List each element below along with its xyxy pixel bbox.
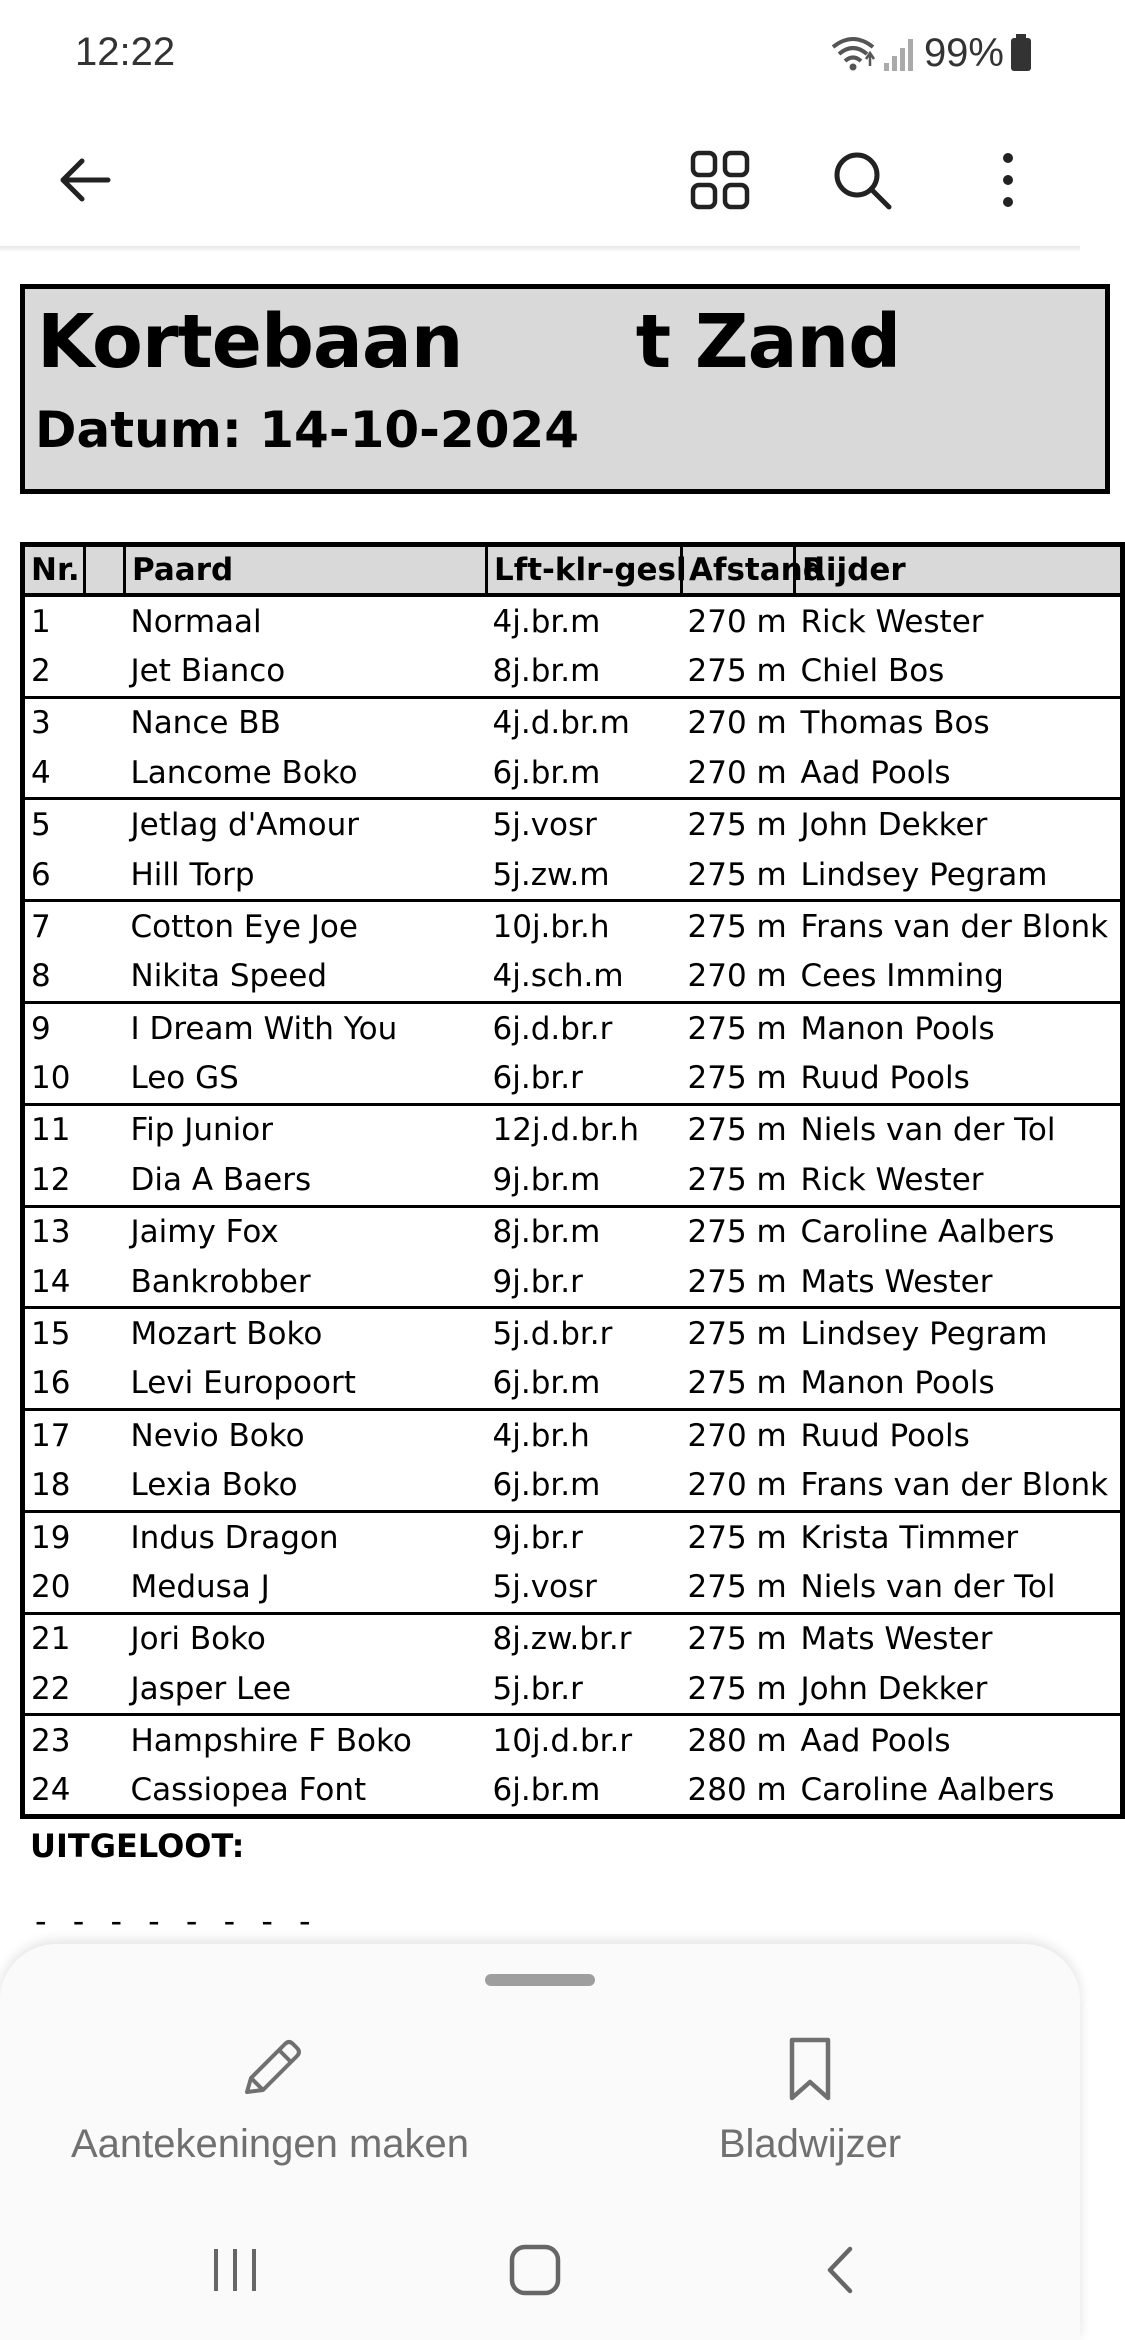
cell-rijder: Niels van der Tol (800, 1569, 1056, 1605)
cell-nr: 20 (31, 1569, 71, 1605)
cell-nr: 7 (31, 908, 51, 945)
cell-rijder: John Dekker (800, 1670, 988, 1707)
cell-blank (85, 697, 125, 748)
cell-lft-klr-gesl: 4j.br.m (492, 603, 601, 640)
document-date: Datum: 14-10-2024 (35, 401, 580, 459)
cell-lft-klr-gesl: 8j.br.m (492, 652, 601, 689)
header-blank (85, 545, 125, 596)
header-afstand: Afstand (682, 545, 795, 596)
table-row (23, 1562, 1123, 1613)
cell-nr: 13 (31, 1214, 71, 1251)
cell-lft-klr-gesl: 10j.br.h (492, 908, 610, 945)
cell-lft-klr-gesl: 5j.vosr (492, 807, 597, 844)
cell-afstand: 275 m (687, 1010, 787, 1047)
table-row (23, 1613, 1123, 1664)
cell-blank (85, 901, 125, 952)
cell-afstand: 275 m (687, 1263, 787, 1300)
search-icon[interactable] (812, 130, 912, 230)
cell-paard: Levi Europoort (130, 1365, 356, 1402)
cell-rijder: Aad Pools (800, 1723, 951, 1760)
cell-lft-klr-gesl: 5j.zw.m (492, 856, 610, 893)
notes-button[interactable] (70, 2034, 470, 2167)
cell-lft-klr-gesl: 8j.br.m (492, 1214, 601, 1251)
status-icons (830, 28, 1032, 78)
cell-lft-klr-gesl: 10j.d.br.r (492, 1723, 633, 1760)
table-row (23, 1155, 1123, 1206)
header-rijder: Rijder (802, 552, 906, 589)
document-title: Kortebaan t Zand (37, 299, 901, 385)
entries-table (20, 542, 1125, 1819)
cell-blank (85, 646, 125, 697)
grid-view-icon[interactable] (670, 130, 770, 230)
cell-afstand: 275 m (687, 1112, 787, 1149)
cell-afstand: 270 m (687, 705, 787, 742)
cell-blank (85, 748, 125, 799)
cell-nr: 22 (31, 1670, 71, 1707)
cell-lft-klr-gesl: 5j.d.br.r (492, 1316, 613, 1353)
navigation-bar (0, 2200, 1080, 2340)
table-row (23, 901, 1123, 952)
cell-afstand: 270 m (687, 958, 787, 995)
cell-blank (85, 1461, 125, 1512)
cell-afstand: 270 m (687, 754, 787, 791)
cell-paard: Hampshire F Boko (130, 1723, 412, 1760)
cell-afstand: 275 m (687, 807, 787, 844)
cell-blank (85, 1257, 125, 1308)
cell-nr: 11 (31, 1112, 71, 1149)
cell-paard: I Dream With You (130, 1010, 398, 1047)
battery-percentage: 99% (923, 30, 1004, 75)
cell-paard: Indus Dragon (130, 1519, 339, 1556)
cell-rijder: Manon Pools (800, 1010, 995, 1047)
back-icon[interactable] (780, 2230, 900, 2310)
cell-afstand: 275 m (687, 1161, 787, 1198)
cell-blank (85, 1206, 125, 1257)
cell-afstand: 270 m (687, 1417, 787, 1454)
table-row (23, 1766, 1123, 1817)
cell-rijder: Manon Pools (800, 1365, 995, 1402)
cell-rijder: Krista Timmer (800, 1519, 1019, 1556)
cell-lft-klr-gesl: 12j.d.br.h (492, 1112, 640, 1149)
cell-afstand: 275 m (687, 1621, 787, 1658)
back-arrow-icon[interactable] (34, 130, 134, 230)
table-row (23, 850, 1123, 901)
cell-paard: Mozart Boko (130, 1316, 323, 1353)
cell-lft-klr-gesl: 6j.br.m (492, 1365, 601, 1402)
cell-blank (85, 1766, 125, 1817)
cell-blank (85, 1003, 125, 1054)
cell-blank (85, 1715, 125, 1766)
cell-afstand: 275 m (687, 1569, 787, 1605)
app-bar (0, 110, 1080, 250)
more-options-icon[interactable] (958, 130, 1058, 230)
cell-paard: Dia A Baers (130, 1161, 312, 1198)
cell-nr: 21 (31, 1621, 71, 1658)
cell-paard: Normaal (130, 603, 262, 640)
cell-paard: Jaimy Fox (130, 1214, 279, 1251)
table-row (23, 1206, 1123, 1257)
cell-rijder: Frans van der Blonk (800, 908, 1109, 945)
cell-afstand: 275 m (687, 1670, 787, 1707)
cell-afstand: 275 m (687, 652, 787, 689)
header-paard: Paard (125, 545, 487, 596)
cell-nr: 1 (31, 603, 51, 640)
uitgeloot-dashes: - - - - - - - - (35, 1902, 319, 1940)
bookmark-label: Bladwijzer (718, 2122, 902, 2166)
cell-rijder: Chiel Bos (800, 652, 945, 689)
cell-nr: 2 (31, 652, 51, 689)
cell-rijder: Aad Pools (800, 754, 951, 791)
cell-rijder: Caroline Aalbers (800, 1214, 1055, 1251)
cell-blank (85, 1410, 125, 1461)
cell-lft-klr-gesl: 8j.zw.br.r (492, 1621, 632, 1658)
cell-paard: Nance BB (130, 705, 281, 742)
table-row (23, 1461, 1123, 1512)
cell-afstand: 280 m (687, 1772, 787, 1809)
cell-afstand: 275 m (687, 856, 787, 893)
table-row (23, 799, 1123, 850)
cell-afstand: 275 m (687, 1060, 787, 1097)
cell-blank (85, 1308, 125, 1359)
cell-lft-klr-gesl: 9j.br.m (492, 1161, 601, 1198)
cell-paard: Medusa J (130, 1569, 270, 1605)
cell-rijder: Niels van der Tol (800, 1112, 1056, 1149)
cell-rijder: John Dekker (800, 807, 988, 844)
cell-blank (85, 799, 125, 850)
cell-blank (85, 595, 125, 646)
cell-lft-klr-gesl: 6j.br.m (492, 1772, 601, 1809)
cell-lft-klr-gesl: 6j.d.br.r (492, 1010, 613, 1047)
status-time: 12:22 (75, 30, 176, 74)
cell-blank (85, 1104, 125, 1155)
cell-rijder: Mats Wester (800, 1263, 993, 1300)
cell-paard: Bankrobber (130, 1263, 311, 1300)
cell-afstand: 270 m (687, 603, 787, 640)
cell-nr: 24 (31, 1772, 71, 1809)
table-row (23, 1257, 1123, 1308)
header-lft-klr-gesl: Lft-klr-gesl (487, 545, 682, 596)
uitgeloot-label: UITGELOOT: (30, 1827, 245, 1865)
cell-paard: Leo GS (130, 1060, 239, 1097)
table-row (23, 697, 1123, 748)
cell-paard: Nevio Boko (130, 1417, 305, 1454)
cell-rijder: Ruud Pools (800, 1417, 970, 1454)
cell-nr: 3 (31, 705, 51, 742)
cell-rijder: Thomas Bos (800, 705, 990, 742)
cell-afstand: 275 m (687, 1316, 787, 1353)
cell-nr: 6 (31, 856, 51, 893)
sheet-drag-handle[interactable] (485, 1974, 595, 1986)
bookmark-icon (780, 2034, 840, 2104)
table-row (23, 1053, 1123, 1104)
table-row (23, 1003, 1123, 1054)
home-icon[interactable] (475, 2230, 595, 2310)
signal-icon (882, 33, 918, 73)
table-body (23, 595, 1123, 1816)
cell-lft-klr-gesl: 4j.d.br.m (492, 705, 630, 742)
cell-afstand: 275 m (687, 1519, 787, 1556)
cell-blank (85, 1359, 125, 1410)
cell-paard: Jori Boko (130, 1621, 266, 1658)
cell-paard: Hill Torp (130, 856, 255, 893)
wifi-icon (830, 33, 876, 73)
cell-nr: 14 (31, 1263, 71, 1300)
cell-nr: 19 (31, 1519, 71, 1556)
cell-rijder: Rick Wester (800, 1161, 984, 1198)
cell-blank (85, 1053, 125, 1104)
cell-nr: 4 (31, 754, 51, 791)
table-row (23, 1511, 1123, 1562)
cell-paard: Cotton Eye Joe (130, 908, 358, 945)
table-header-row (23, 545, 1123, 596)
cell-rijder: Frans van der Blonk (800, 1467, 1109, 1504)
cell-nr: 15 (31, 1316, 71, 1353)
cell-rijder: Caroline Aalbers (800, 1772, 1055, 1809)
cell-rijder: Lindsey Pegram (800, 1316, 1048, 1353)
cell-nr: 10 (31, 1060, 71, 1097)
table-row (23, 646, 1123, 697)
recent-apps-icon[interactable] (175, 2230, 295, 2310)
cell-afstand: 275 m (687, 908, 787, 945)
document-page[interactable] (0, 252, 1109, 1952)
cell-afstand: 275 m (687, 1365, 787, 1402)
cell-lft-klr-gesl: 6j.br.m (492, 754, 601, 791)
cell-paard: Nikita Speed (130, 958, 328, 995)
cell-lft-klr-gesl: 4j.sch.m (492, 958, 624, 995)
cell-blank (85, 1664, 125, 1715)
table-row (23, 1104, 1123, 1155)
cell-blank (85, 1562, 125, 1613)
cell-afstand: 270 m (687, 1467, 787, 1504)
cell-afstand: 275 m (687, 1214, 787, 1251)
cell-blank (85, 850, 125, 901)
cell-nr: 9 (31, 1010, 51, 1047)
cell-blank (85, 1511, 125, 1562)
header-nr: Nr. (23, 545, 85, 596)
cell-nr: 12 (31, 1161, 71, 1198)
cell-paard: Jasper Lee (130, 1670, 292, 1707)
cell-rijder: Lindsey Pegram (800, 856, 1048, 893)
table-row (23, 1308, 1123, 1359)
cell-nr: 8 (31, 958, 51, 995)
table-row (23, 1359, 1123, 1410)
notes-label: Aantekeningen maken (70, 2122, 470, 2166)
table-row (23, 1664, 1123, 1715)
status-bar (0, 0, 1080, 110)
cell-lft-klr-gesl: 5j.vosr (492, 1569, 597, 1605)
cell-blank (85, 1155, 125, 1206)
cell-nr: 5 (31, 807, 51, 844)
bookmark-button[interactable] (660, 2034, 960, 2167)
table-row (23, 595, 1123, 646)
cell-lft-klr-gesl: 9j.br.r (492, 1263, 583, 1300)
title-box (20, 284, 1110, 494)
table-row (23, 748, 1123, 799)
cell-nr: 16 (31, 1365, 71, 1402)
pencil-icon (235, 2034, 305, 2104)
cell-rijder: Rick Wester (800, 603, 984, 640)
cell-lft-klr-gesl: 6j.br.m (492, 1467, 601, 1504)
cell-lft-klr-gesl: 6j.br.r (492, 1060, 583, 1097)
cell-blank (85, 952, 125, 1003)
cell-paard: Fip Junior (130, 1112, 273, 1149)
cell-afstand: 280 m (687, 1723, 787, 1760)
table-row (23, 952, 1123, 1003)
cell-blank (85, 1613, 125, 1664)
cell-rijder: Mats Wester (800, 1621, 993, 1658)
cell-nr: 17 (31, 1417, 71, 1454)
cell-paard: Jet Bianco (130, 652, 286, 689)
cell-rijder: Cees Imming (800, 958, 1004, 995)
cell-lft-klr-gesl: 9j.br.r (492, 1519, 583, 1556)
battery-icon (1010, 34, 1032, 72)
cell-paard: Lancome Boko (130, 754, 358, 791)
cell-lft-klr-gesl: 5j.br.r (492, 1670, 583, 1707)
cell-paard: Lexia Boko (130, 1467, 298, 1504)
cell-lft-klr-gesl: 4j.br.h (492, 1417, 590, 1454)
table-row (23, 1410, 1123, 1461)
cell-rijder: Ruud Pools (800, 1060, 970, 1097)
cell-nr: 23 (31, 1723, 71, 1760)
cell-nr: 18 (31, 1467, 71, 1504)
cell-paard: Cassiopea Font (130, 1772, 367, 1809)
table-row (23, 1715, 1123, 1766)
cell-paard: Jetlag d'Amour (130, 807, 359, 844)
